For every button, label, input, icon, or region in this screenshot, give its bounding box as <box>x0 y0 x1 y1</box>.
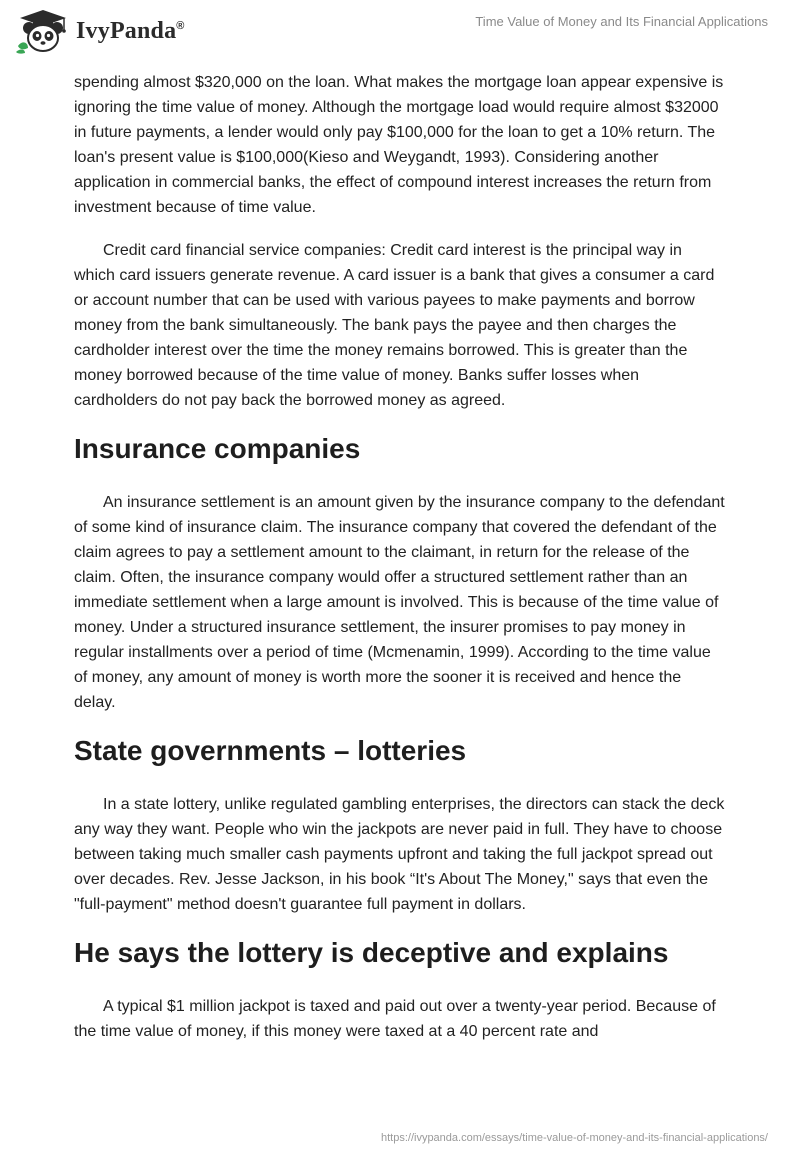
paragraph: spending almost $320,000 on the loan. What makes the mortgage loan appear expensive is ignoring the time value of money. Although the mortgage load would require almost $32000 in future payments, a lender would only pay $100,000 for the loan to get a 10% return. The loan's present value is $100,000(Kieso and Weygandt, 1993). Considering another application in commercial banks, the effect of compound interest increases the return from investment because of time value. <box>74 74 724 216</box>
source-url[interactable]: https://ivypanda.com/essays/time-value-of-money-and-its-financial-applications/ <box>380 1132 768 1144</box>
logo[interactable] <box>14 8 185 54</box>
page-header <box>0 0 800 60</box>
brand-name: IvyPanda® <box>76 17 185 44</box>
paragraph: Credit card financial service companies: Credit card interest is the principal way in which card issuers generate revenue. A card issuer is a bank that gives a consumer a card or account number that can be used with various payees to make payments and borrow money from the bank simultaneously. The bank pays the payee and then charges the cardholder interest over the time the money remains borrowed. This is greater than the money borrowed because of the time value of money. Banks suffer losses when cardholders do not pay back the borrowed money as agreed. <box>74 242 715 409</box>
paragraph: An insurance settlement is an amount given by the insurance company to the defendant of some kind of insurance claim. The insurance company that covered the defendant of the claim agrees to pay a settlement amount to the claimant, in return for the release of the claim. Often, the insurance company would offer a structured settlement rather than an immediate settlement when a large amount is involved. This is because of the time value of money. Under a structured insurance settlement, the insurer promises to pay money in regular installments over a period of time (Mcmenamin, 1999). According to the time value of money, any amount of money is worth more the sooner it is received and hence the delay. <box>74 494 725 711</box>
document-title: Time Value of Money and Its Financial Applications <box>475 14 768 29</box>
paragraph: A typical $1 million jackpot is taxed and paid out over a twenty-year period. Because of the time value of money, if this money were taxed at a 40 percent rate and <box>74 998 716 1040</box>
article-body <box>74 70 726 1062</box>
panda-logo-icon <box>14 8 72 54</box>
section-heading: He says the lottery is deceptive and explains <box>74 937 669 968</box>
section-heading: Insurance companies <box>74 433 361 464</box>
section-heading: State governments – lotteries <box>74 735 467 766</box>
paragraph: In a state lottery, unlike regulated gambling enterprises, the directors can stack the deck any way they want. People who win the jackpots are never paid in full. They have to choose between taking much smaller cash payments upfront and taking the full jackpot spread out over decades. Rev. Jesse Jackson, in his book “It's About The Money," says that even the "full-payment" method doesn't guarantee full payment in dollars. <box>74 796 725 913</box>
